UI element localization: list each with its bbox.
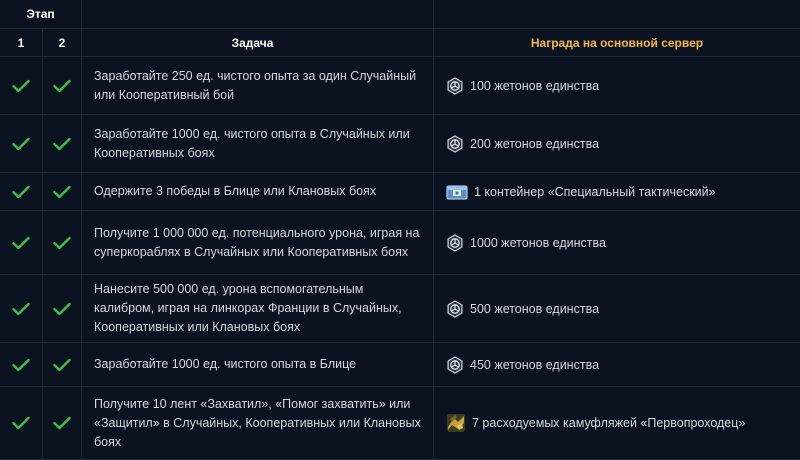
checkmark-icon (53, 185, 71, 199)
unity-token-icon (446, 356, 464, 374)
stage-2-status-cell (43, 57, 82, 115)
reward (446, 184, 716, 200)
table-row (0, 173, 800, 211)
task-cell (82, 343, 434, 387)
task-cell (82, 57, 434, 115)
stage-1-status-cell (0, 115, 43, 173)
container-icon (446, 184, 468, 200)
unity-token-icon (446, 135, 464, 153)
task-cell (82, 387, 434, 460)
checkmark-icon (12, 236, 30, 250)
task-description: Получите 1 000 000 ед. потенциального урона, играя на суперкораблях в Случайных или Кооперативных боях (94, 225, 420, 259)
task-column-label: Задача (231, 35, 274, 50)
stage-2-status-cell (43, 343, 82, 387)
stage-1-label: 1 (17, 35, 25, 50)
task-cell (82, 211, 434, 275)
stage-2-status-cell (43, 173, 82, 211)
reward-cell (434, 387, 800, 460)
stage-1-status-cell (0, 211, 43, 275)
header-stage-label: Этап (26, 7, 55, 21)
reward (446, 413, 745, 433)
reward (446, 234, 606, 252)
header-stage-cell (0, 0, 82, 29)
header-row-stage (0, 0, 800, 29)
checkmark-icon (12, 79, 30, 93)
task-cell (82, 275, 434, 343)
task-description: Одержите 3 победы в Блице или Клановых боях (94, 184, 377, 198)
header-stage-2 (43, 29, 82, 57)
reward-text: 1 контейнер «Специальный тактический» (474, 184, 716, 199)
reward-cell (434, 115, 800, 173)
table-row (0, 211, 800, 275)
checkmark-icon (12, 358, 30, 372)
header-empty-reward (434, 0, 800, 29)
stage-1-status-cell (0, 387, 43, 460)
task-description: Получите 10 лент «Захватил», «Помог захватить» или «Защитил» в Случайных, Кооперативных или Клановых боях (94, 396, 421, 449)
task-cell (82, 115, 434, 173)
task-description: Заработайте 250 ед. чистого опыта за один Случайный или Кооперативный бой (94, 68, 417, 102)
stage-2-label: 2 (58, 35, 66, 50)
table-row (0, 57, 800, 115)
unity-token-icon (446, 234, 464, 252)
reward (446, 135, 599, 153)
table-row (0, 115, 800, 173)
checkmark-icon (53, 358, 71, 372)
reward (446, 356, 599, 374)
checkmark-icon (53, 137, 71, 151)
header-task (82, 29, 434, 57)
stage-2-status-cell (43, 211, 82, 275)
reward-text: 500 жетонов единства (470, 301, 600, 316)
stage-1-status-cell (0, 275, 43, 343)
stage-2-status-cell (43, 115, 82, 173)
table-row (0, 275, 800, 343)
checkmark-icon (53, 302, 71, 316)
checkmark-icon (53, 416, 71, 430)
table-row (0, 387, 800, 460)
reward (446, 300, 599, 318)
reward-cell (434, 343, 800, 387)
camouflage-icon (446, 413, 466, 433)
stage-1-status-cell (0, 57, 43, 115)
reward (446, 77, 599, 95)
reward-column-label: Награда на основной сервер (530, 35, 704, 50)
reward-text: 450 жетонов единства (470, 357, 600, 372)
unity-token-icon (446, 77, 464, 95)
task-description: Нанесите 500 000 ед. урона вспомогательным калибром, играя на линкорах Франции в Случайных, Кооперативных или Клановых боях (94, 282, 402, 334)
stage-2-status-cell (43, 275, 82, 343)
header-reward (434, 29, 800, 57)
header-row-columns (0, 29, 800, 57)
checkmark-icon (12, 137, 30, 151)
checkmark-icon (53, 79, 71, 93)
task-cell (82, 173, 434, 211)
task-description: Заработайте 1000 ед. чистого опыта в Случайных или Кооперативных боях (94, 126, 410, 160)
task-description: Заработайте 1000 ед. чистого опыта в Блице (94, 357, 357, 371)
checkmark-icon (12, 416, 30, 430)
checkmark-icon (53, 236, 71, 250)
stage-1-status-cell (0, 173, 43, 211)
reward-text: 1000 жетонов единства (470, 235, 606, 250)
header-stage-1 (0, 29, 43, 57)
header-empty-task (82, 0, 434, 29)
checkmark-icon (12, 185, 30, 199)
table-row (0, 343, 800, 387)
unity-token-icon (446, 300, 464, 318)
checkmark-icon (12, 302, 30, 316)
stage-2-status-cell (43, 387, 82, 460)
reward-text: 7 расходуемых камуфляжей «Первопроходец» (472, 416, 746, 430)
reward-cell (434, 211, 800, 275)
reward-text: 200 жетонов единства (470, 136, 600, 151)
reward-cell (434, 275, 800, 343)
stage-1-status-cell (0, 343, 43, 387)
reward-cell (434, 173, 800, 211)
reward-cell (434, 57, 800, 115)
reward-text: 100 жетонов единства (470, 78, 600, 93)
